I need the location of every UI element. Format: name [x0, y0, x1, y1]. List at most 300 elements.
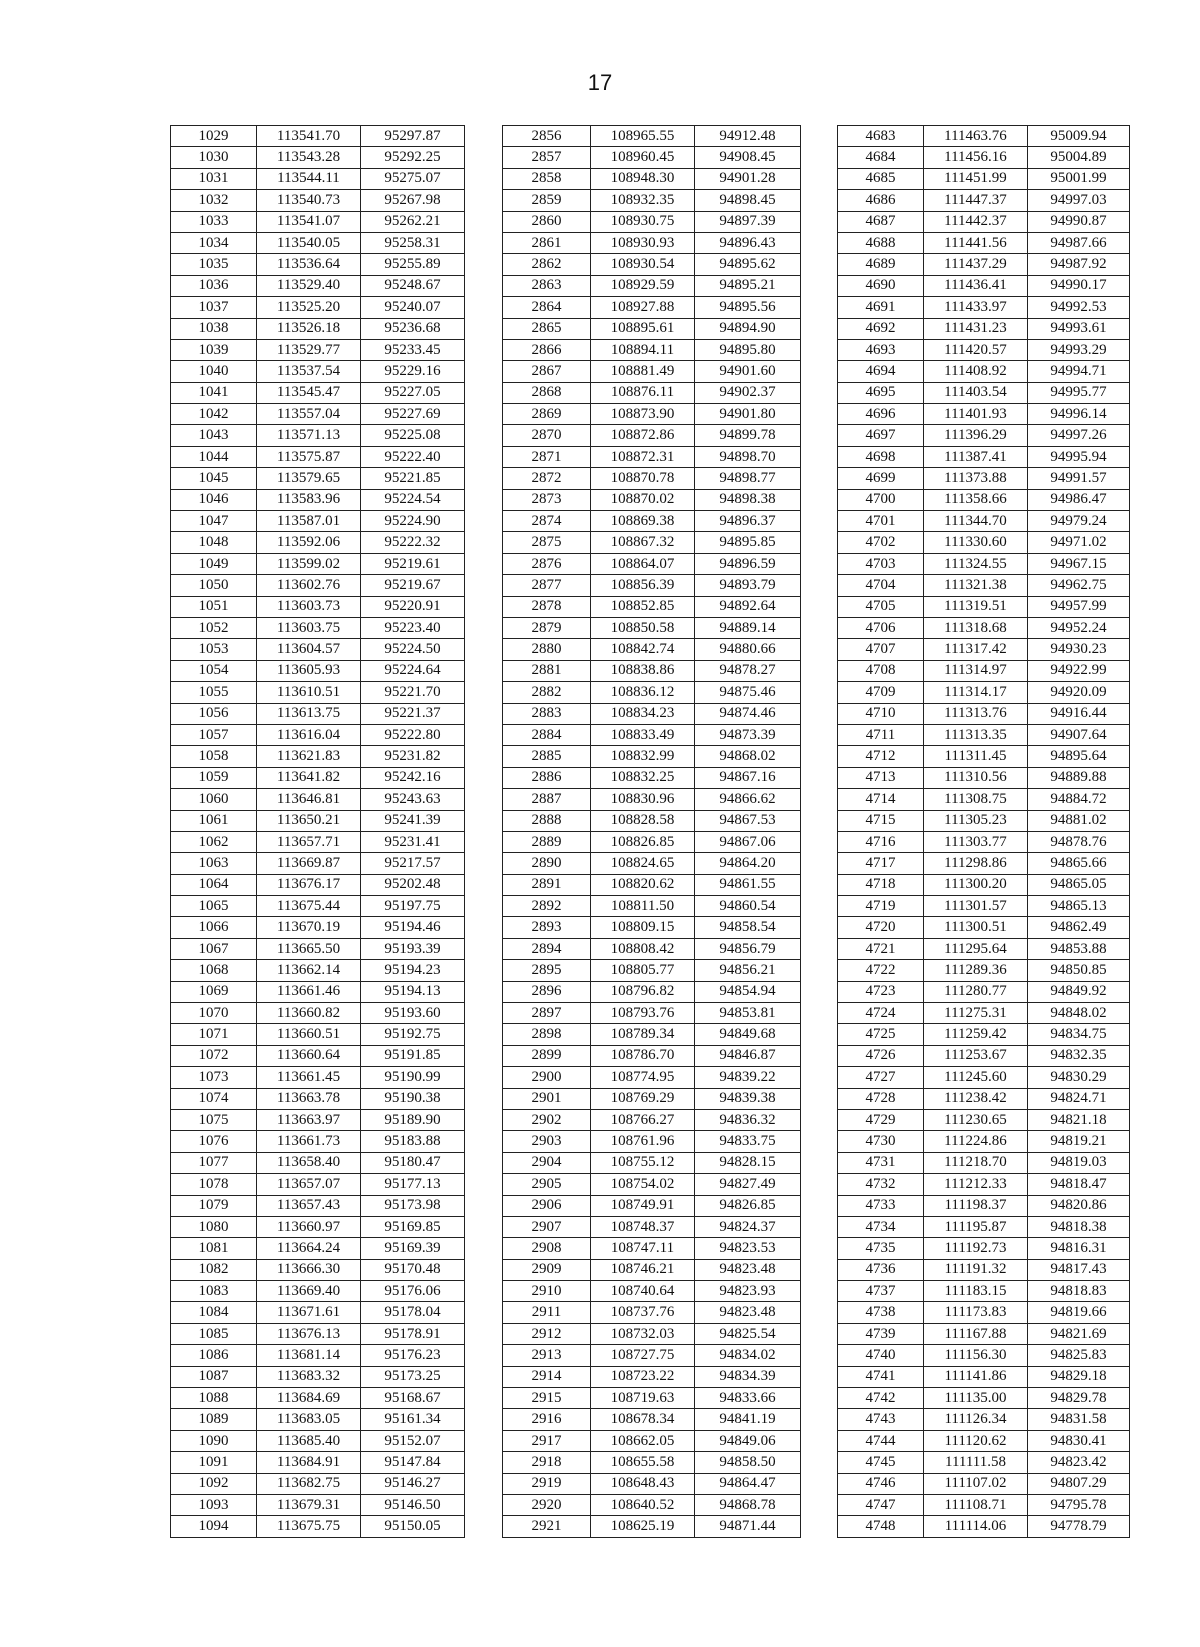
y-coordinate-cell: 94824.37 [695, 1216, 801, 1237]
table-row [503, 938, 801, 959]
y-coordinate-cell: 94907.64 [1028, 724, 1130, 745]
point-number-cell: 1069 [171, 981, 257, 1002]
y-coordinate-cell: 94889.14 [695, 617, 801, 638]
x-coordinate-cell: 111403.54 [924, 382, 1028, 403]
table-row [503, 553, 801, 574]
point-number-cell: 2870 [503, 425, 591, 446]
point-number-cell: 2863 [503, 275, 591, 296]
y-coordinate-cell: 94866.62 [695, 789, 801, 810]
table-row [838, 147, 1130, 168]
y-coordinate-cell: 94901.80 [695, 404, 801, 425]
y-coordinate-cell: 95219.67 [361, 575, 465, 596]
table-row [171, 703, 465, 724]
x-coordinate-cell: 108826.85 [591, 831, 695, 852]
point-number-cell: 4727 [838, 1067, 924, 1088]
x-coordinate-cell: 111317.42 [924, 639, 1028, 660]
point-number-cell: 1056 [171, 703, 257, 724]
table-row [171, 789, 465, 810]
table-row [838, 596, 1130, 617]
point-number-cell: 4743 [838, 1409, 924, 1430]
y-coordinate-cell: 94895.85 [695, 532, 801, 553]
point-number-cell: 2901 [503, 1088, 591, 1109]
point-number-cell: 4735 [838, 1238, 924, 1259]
x-coordinate-cell: 113621.83 [257, 746, 361, 767]
x-coordinate-cell: 113540.73 [257, 190, 361, 211]
point-number-cell: 1041 [171, 382, 257, 403]
x-coordinate-cell: 111107.02 [924, 1473, 1028, 1494]
table-row [171, 1045, 465, 1066]
table-row [838, 1495, 1130, 1516]
x-coordinate-cell: 113599.02 [257, 553, 361, 574]
y-coordinate-cell: 94898.45 [695, 190, 801, 211]
table-row [171, 853, 465, 874]
table-row [171, 682, 465, 703]
table-row [838, 1281, 1130, 1302]
table-row [171, 339, 465, 360]
point-number-cell: 2877 [503, 575, 591, 596]
point-number-cell: 1054 [171, 660, 257, 681]
table-row [838, 896, 1130, 917]
table-row [171, 446, 465, 467]
x-coordinate-cell: 113669.87 [257, 853, 361, 874]
x-coordinate-cell: 113676.13 [257, 1323, 361, 1344]
table-row [171, 1131, 465, 1152]
point-number-cell: 1085 [171, 1323, 257, 1344]
y-coordinate-cell: 95220.91 [361, 596, 465, 617]
point-number-cell: 2886 [503, 767, 591, 788]
table-row [503, 1067, 801, 1088]
point-number-cell: 1052 [171, 617, 257, 638]
table-row [503, 789, 801, 810]
point-number-cell: 4724 [838, 1003, 924, 1024]
y-coordinate-cell: 94957.99 [1028, 596, 1130, 617]
x-coordinate-cell: 108824.65 [591, 853, 695, 874]
table-row [838, 767, 1130, 788]
y-coordinate-cell: 95170.48 [361, 1259, 465, 1280]
x-coordinate-cell: 108786.70 [591, 1045, 695, 1066]
table-row [171, 1259, 465, 1280]
table-row [171, 511, 465, 532]
x-coordinate-cell: 113665.50 [257, 938, 361, 959]
point-number-cell: 1067 [171, 938, 257, 959]
y-coordinate-cell: 94854.94 [695, 981, 801, 1002]
x-coordinate-cell: 111141.86 [924, 1366, 1028, 1387]
point-number-cell: 2874 [503, 511, 591, 532]
y-coordinate-cell: 94818.83 [1028, 1281, 1130, 1302]
y-coordinate-cell: 95169.39 [361, 1238, 465, 1259]
point-number-cell: 2893 [503, 917, 591, 938]
table-row [171, 724, 465, 745]
y-coordinate-cell: 94823.53 [695, 1238, 801, 1259]
point-number-cell: 4701 [838, 511, 924, 532]
table-row [838, 1388, 1130, 1409]
x-coordinate-cell: 108774.95 [591, 1067, 695, 1088]
table-row [171, 318, 465, 339]
table-row [838, 468, 1130, 489]
y-coordinate-cell: 94818.38 [1028, 1216, 1130, 1237]
x-coordinate-cell: 108876.11 [591, 382, 695, 403]
x-coordinate-cell: 108833.49 [591, 724, 695, 745]
y-coordinate-cell: 95152.07 [361, 1430, 465, 1451]
point-number-cell: 4739 [838, 1323, 924, 1344]
point-number-cell: 1065 [171, 896, 257, 917]
table-row [838, 660, 1130, 681]
table-row [838, 553, 1130, 574]
table-row [503, 896, 801, 917]
table-row [171, 1088, 465, 1109]
point-number-cell: 2862 [503, 254, 591, 275]
y-coordinate-cell: 95146.50 [361, 1495, 465, 1516]
y-coordinate-cell: 94996.14 [1028, 404, 1130, 425]
y-coordinate-cell: 94823.48 [695, 1302, 801, 1323]
y-coordinate-cell: 94899.78 [695, 425, 801, 446]
table-row [503, 1430, 801, 1451]
point-number-cell: 2914 [503, 1366, 591, 1387]
point-number-cell: 1089 [171, 1409, 257, 1430]
y-coordinate-cell: 94836.32 [695, 1109, 801, 1130]
table-row [171, 1216, 465, 1237]
y-coordinate-cell: 94987.66 [1028, 232, 1130, 253]
table-row [171, 1238, 465, 1259]
point-number-cell: 2894 [503, 938, 591, 959]
y-coordinate-cell: 94826.85 [695, 1195, 801, 1216]
table-row [503, 596, 801, 617]
table-row [838, 682, 1130, 703]
table-row [171, 767, 465, 788]
x-coordinate-cell: 113557.04 [257, 404, 361, 425]
table-row [503, 1452, 801, 1473]
table-row [503, 126, 801, 147]
page-number: 17 [587, 70, 613, 95]
table-row [503, 425, 801, 446]
table-row [171, 532, 465, 553]
y-coordinate-cell: 94868.78 [695, 1495, 801, 1516]
x-coordinate-cell: 113610.51 [257, 682, 361, 703]
table-row [503, 1195, 801, 1216]
y-coordinate-cell: 94823.42 [1028, 1452, 1130, 1473]
table-row [503, 211, 801, 232]
table-row [838, 126, 1130, 147]
x-coordinate-cell: 108869.38 [591, 511, 695, 532]
y-coordinate-cell: 95193.39 [361, 938, 465, 959]
y-coordinate-cell: 95242.16 [361, 767, 465, 788]
table-row [838, 275, 1130, 296]
point-number-cell: 1051 [171, 596, 257, 617]
table-row [503, 1473, 801, 1494]
table-row [171, 1302, 465, 1323]
point-number-cell: 2875 [503, 532, 591, 553]
table-row [503, 1366, 801, 1387]
y-coordinate-cell: 94830.41 [1028, 1430, 1130, 1451]
x-coordinate-cell: 108930.54 [591, 254, 695, 275]
table-row [171, 639, 465, 660]
x-coordinate-cell: 113587.01 [257, 511, 361, 532]
table-row [171, 361, 465, 382]
point-number-cell: 2867 [503, 361, 591, 382]
y-coordinate-cell: 95223.40 [361, 617, 465, 638]
x-coordinate-cell: 108834.23 [591, 703, 695, 724]
table-row [838, 1409, 1130, 1430]
x-coordinate-cell: 108930.75 [591, 211, 695, 232]
x-coordinate-cell: 113661.73 [257, 1131, 361, 1152]
x-coordinate-cell: 108811.50 [591, 896, 695, 917]
y-coordinate-cell: 94856.79 [695, 938, 801, 959]
coordinate-table-1 [170, 125, 465, 1538]
x-coordinate-cell: 108852.85 [591, 596, 695, 617]
point-number-cell: 2905 [503, 1174, 591, 1195]
x-coordinate-cell: 113675.75 [257, 1516, 361, 1537]
table-row [171, 917, 465, 938]
x-coordinate-cell: 108870.02 [591, 489, 695, 510]
y-coordinate-cell: 95297.87 [361, 126, 465, 147]
table-row [838, 1302, 1130, 1323]
y-coordinate-cell: 94846.87 [695, 1045, 801, 1066]
point-number-cell: 2909 [503, 1259, 591, 1280]
y-coordinate-cell: 95004.89 [1028, 147, 1130, 168]
point-number-cell: 4734 [838, 1216, 924, 1237]
table-row [503, 1302, 801, 1323]
table-row [838, 1109, 1130, 1130]
x-coordinate-cell: 111108.71 [924, 1495, 1028, 1516]
y-coordinate-cell: 95194.46 [361, 917, 465, 938]
y-coordinate-cell: 95161.34 [361, 1409, 465, 1430]
point-number-cell: 2917 [503, 1430, 591, 1451]
x-coordinate-cell: 108648.43 [591, 1473, 695, 1494]
x-coordinate-cell: 111300.20 [924, 874, 1028, 895]
point-number-cell: 1066 [171, 917, 257, 938]
x-coordinate-cell: 113650.21 [257, 810, 361, 831]
x-coordinate-cell: 111212.33 [924, 1174, 1028, 1195]
table-row [838, 1131, 1130, 1152]
x-coordinate-cell: 111313.35 [924, 724, 1028, 745]
x-coordinate-cell: 108732.03 [591, 1323, 695, 1344]
y-coordinate-cell: 94825.83 [1028, 1345, 1130, 1366]
point-number-cell: 4744 [838, 1430, 924, 1451]
table-row [171, 1067, 465, 1088]
table-row [171, 746, 465, 767]
point-number-cell: 4730 [838, 1131, 924, 1152]
y-coordinate-cell: 94849.68 [695, 1024, 801, 1045]
y-coordinate-cell: 95221.70 [361, 682, 465, 703]
point-number-cell: 2880 [503, 639, 591, 660]
x-coordinate-cell: 108894.11 [591, 339, 695, 360]
table-row [503, 660, 801, 681]
y-coordinate-cell: 94878.76 [1028, 831, 1130, 852]
y-coordinate-cell: 94971.02 [1028, 532, 1130, 553]
point-number-cell: 4696 [838, 404, 924, 425]
table-row [838, 1259, 1130, 1280]
x-coordinate-cell: 111289.36 [924, 960, 1028, 981]
point-number-cell: 4728 [838, 1088, 924, 1109]
y-coordinate-cell: 94993.61 [1028, 318, 1130, 339]
point-number-cell: 4726 [838, 1045, 924, 1066]
point-number-cell: 2861 [503, 232, 591, 253]
table-row [503, 275, 801, 296]
y-coordinate-cell: 94990.87 [1028, 211, 1130, 232]
table-row [838, 1088, 1130, 1109]
table-row [503, 446, 801, 467]
point-number-cell: 2887 [503, 789, 591, 810]
y-coordinate-cell: 95217.57 [361, 853, 465, 874]
y-coordinate-cell: 95146.27 [361, 1473, 465, 1494]
x-coordinate-cell: 111321.38 [924, 575, 1028, 596]
x-coordinate-cell: 113666.30 [257, 1259, 361, 1280]
table-row [503, 724, 801, 745]
x-coordinate-cell: 111324.55 [924, 553, 1028, 574]
y-coordinate-cell: 94895.64 [1028, 746, 1130, 767]
x-coordinate-cell: 111442.37 [924, 211, 1028, 232]
point-number-cell: 1063 [171, 853, 257, 874]
table-row [838, 318, 1130, 339]
point-number-cell: 1070 [171, 1003, 257, 1024]
table-row [503, 532, 801, 553]
point-number-cell: 2885 [503, 746, 591, 767]
table-row [838, 361, 1130, 382]
x-coordinate-cell: 111173.83 [924, 1302, 1028, 1323]
table-row [171, 1195, 465, 1216]
table-row [171, 489, 465, 510]
table-row [171, 126, 465, 147]
table-row [838, 211, 1130, 232]
x-coordinate-cell: 111437.29 [924, 254, 1028, 275]
x-coordinate-cell: 113676.17 [257, 874, 361, 895]
x-coordinate-cell: 108895.61 [591, 318, 695, 339]
table-row [503, 511, 801, 532]
x-coordinate-cell: 113657.71 [257, 831, 361, 852]
x-coordinate-cell: 113660.97 [257, 1216, 361, 1237]
y-coordinate-cell: 95267.98 [361, 190, 465, 211]
point-number-cell: 1091 [171, 1452, 257, 1473]
y-coordinate-cell: 95292.25 [361, 147, 465, 168]
x-coordinate-cell: 113661.46 [257, 981, 361, 1002]
point-number-cell: 2906 [503, 1195, 591, 1216]
y-coordinate-cell: 94994.71 [1028, 361, 1130, 382]
x-coordinate-cell: 108873.90 [591, 404, 695, 425]
table-row [171, 1281, 465, 1302]
table-row [503, 682, 801, 703]
x-coordinate-cell: 113663.78 [257, 1088, 361, 1109]
x-coordinate-cell: 111135.00 [924, 1388, 1028, 1409]
point-number-cell: 2920 [503, 1495, 591, 1516]
table-row [838, 532, 1130, 553]
x-coordinate-cell: 111313.76 [924, 703, 1028, 724]
x-coordinate-cell: 113663.97 [257, 1109, 361, 1130]
x-coordinate-cell: 111311.45 [924, 746, 1028, 767]
y-coordinate-cell: 94892.64 [695, 596, 801, 617]
y-coordinate-cell: 94833.66 [695, 1388, 801, 1409]
table-row [503, 468, 801, 489]
y-coordinate-cell: 95176.06 [361, 1281, 465, 1302]
x-coordinate-cell: 108662.05 [591, 1430, 695, 1451]
y-coordinate-cell: 94993.29 [1028, 339, 1130, 360]
y-coordinate-cell: 94990.17 [1028, 275, 1130, 296]
point-number-cell: 2916 [503, 1409, 591, 1430]
point-number-cell: 2912 [503, 1323, 591, 1344]
point-number-cell: 4712 [838, 746, 924, 767]
x-coordinate-cell: 111451.99 [924, 168, 1028, 189]
x-coordinate-cell: 111224.86 [924, 1131, 1028, 1152]
point-number-cell: 4731 [838, 1152, 924, 1173]
point-number-cell: 2878 [503, 596, 591, 617]
point-number-cell: 4710 [838, 703, 924, 724]
table-row [503, 1238, 801, 1259]
point-number-cell: 4709 [838, 682, 924, 703]
x-coordinate-cell: 113544.11 [257, 168, 361, 189]
x-coordinate-cell: 108749.91 [591, 1195, 695, 1216]
point-number-cell: 1075 [171, 1109, 257, 1130]
table-row [838, 1366, 1130, 1387]
y-coordinate-cell: 94898.38 [695, 489, 801, 510]
y-coordinate-cell: 95240.07 [361, 297, 465, 318]
y-coordinate-cell: 94987.92 [1028, 254, 1130, 275]
point-number-cell: 1080 [171, 1216, 257, 1237]
x-coordinate-cell: 113579.65 [257, 468, 361, 489]
x-coordinate-cell: 113670.19 [257, 917, 361, 938]
table-row [503, 874, 801, 895]
y-coordinate-cell: 94816.31 [1028, 1238, 1130, 1259]
point-number-cell: 1037 [171, 297, 257, 318]
table-row [171, 1388, 465, 1409]
y-coordinate-cell: 95227.05 [361, 382, 465, 403]
table-row [838, 938, 1130, 959]
x-coordinate-cell: 108872.31 [591, 446, 695, 467]
point-number-cell: 4705 [838, 596, 924, 617]
y-coordinate-cell: 94902.37 [695, 382, 801, 403]
point-number-cell: 1076 [171, 1131, 257, 1152]
point-number-cell: 4697 [838, 425, 924, 446]
point-number-cell: 1078 [171, 1174, 257, 1195]
table-row [503, 917, 801, 938]
x-coordinate-cell: 108793.76 [591, 1003, 695, 1024]
point-number-cell: 1030 [171, 147, 257, 168]
x-coordinate-cell: 111195.87 [924, 1216, 1028, 1237]
point-number-cell: 2890 [503, 853, 591, 874]
point-number-cell: 2903 [503, 1131, 591, 1152]
x-coordinate-cell: 111436.41 [924, 275, 1028, 296]
point-number-cell: 1064 [171, 874, 257, 895]
x-coordinate-cell: 113526.18 [257, 318, 361, 339]
point-number-cell: 1084 [171, 1302, 257, 1323]
x-coordinate-cell: 113575.87 [257, 446, 361, 467]
y-coordinate-cell: 95258.31 [361, 232, 465, 253]
table-row [838, 960, 1130, 981]
y-coordinate-cell: 95222.80 [361, 724, 465, 745]
point-number-cell: 2896 [503, 981, 591, 1002]
x-coordinate-cell: 113613.75 [257, 703, 361, 724]
point-number-cell: 4718 [838, 874, 924, 895]
x-coordinate-cell: 113657.43 [257, 1195, 361, 1216]
y-coordinate-cell: 94861.55 [695, 874, 801, 895]
point-number-cell: 2860 [503, 211, 591, 232]
y-coordinate-cell: 94878.27 [695, 660, 801, 681]
x-coordinate-cell: 108832.99 [591, 746, 695, 767]
point-number-cell: 4723 [838, 981, 924, 1002]
table-row [838, 168, 1130, 189]
point-number-cell: 4722 [838, 960, 924, 981]
x-coordinate-cell: 113683.05 [257, 1409, 361, 1430]
y-coordinate-cell: 94991.57 [1028, 468, 1130, 489]
y-coordinate-cell: 95221.85 [361, 468, 465, 489]
point-number-cell: 2857 [503, 147, 591, 168]
x-coordinate-cell: 113658.40 [257, 1152, 361, 1173]
point-number-cell: 1044 [171, 446, 257, 467]
y-coordinate-cell: 94979.24 [1028, 511, 1130, 532]
x-coordinate-cell: 111120.62 [924, 1430, 1028, 1451]
x-coordinate-cell: 111295.64 [924, 938, 1028, 959]
y-coordinate-cell: 95169.85 [361, 1216, 465, 1237]
x-coordinate-cell: 108965.55 [591, 126, 695, 147]
point-number-cell: 1083 [171, 1281, 257, 1302]
